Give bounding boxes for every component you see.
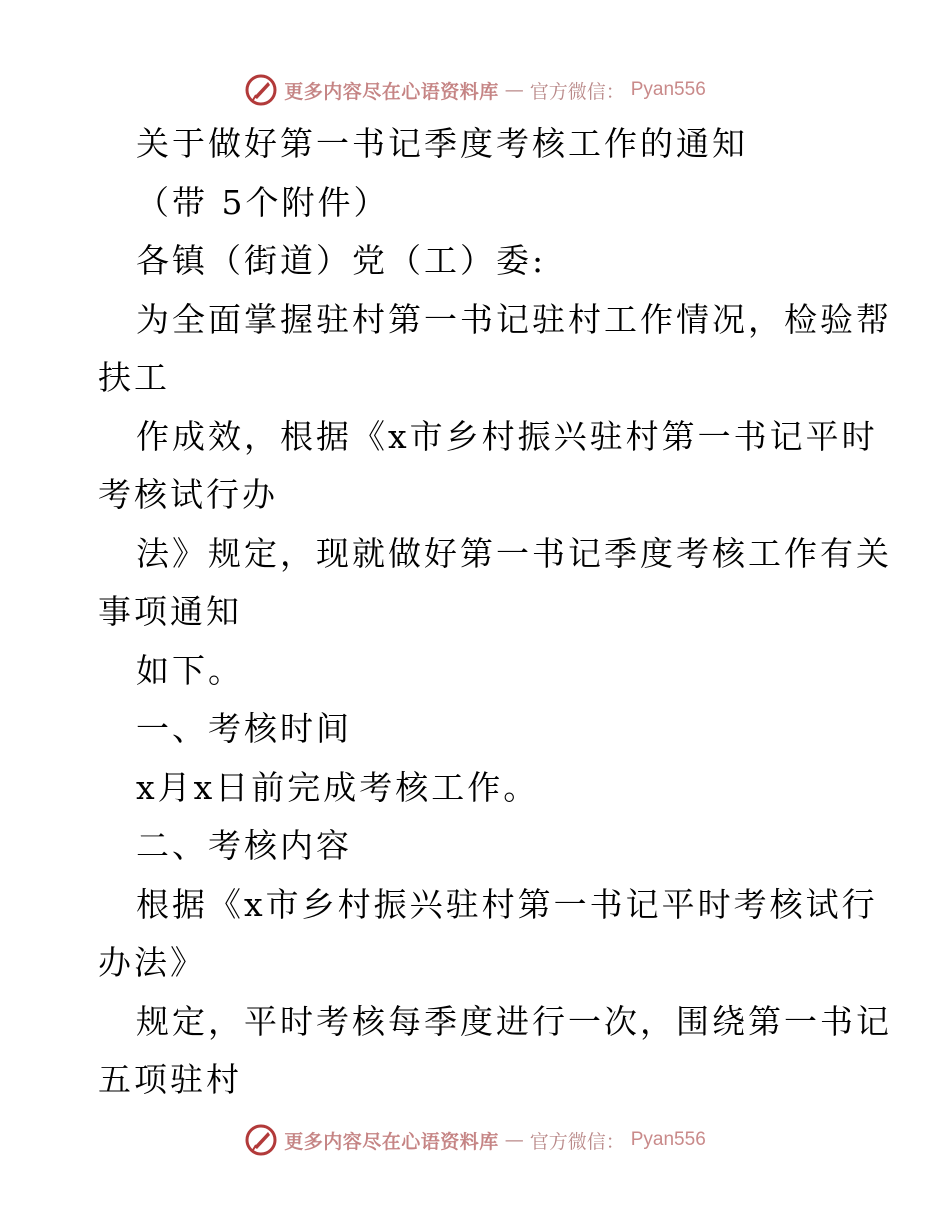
document-line: 事项通知: [98, 592, 242, 631]
document-line: 法》规定，现就做好第一书记季度考核工作有关: [136, 533, 892, 573]
document-line: 为全面掌握驻村第一书记驻村工作情况，检验帮: [136, 299, 892, 339]
document-body: [98, 115, 892, 1110]
document-line: 一、考核时间: [136, 709, 352, 748]
watermark-wechat-label: 官方微信：: [529, 1130, 625, 1153]
document-line: （带 5个附件）: [136, 182, 390, 222]
watermark-wechat-id: Pyan556: [630, 79, 706, 100]
document-line: 关于做好第一书记季度考核工作的通知: [136, 124, 748, 163]
watermark-footer: [0, 1120, 950, 1160]
document-line: 二、考核内容: [136, 826, 352, 865]
document-line: 各镇（街道）党（工）委:: [136, 241, 547, 280]
watermark-site-text: 更多内容尽在心语资料库: [284, 1130, 499, 1153]
document-line: x月x日前完成考核工作。: [136, 767, 540, 807]
watermark-header: [0, 70, 950, 110]
document-line: 五项驻村: [98, 1060, 242, 1099]
watermark-wechat-label: 官方微信：: [529, 80, 625, 103]
watermark-wechat-id: Pyan556: [630, 1129, 706, 1150]
document-line: 根据《x市乡村振兴驻村第一书记平时考核试行: [136, 884, 878, 924]
document-line: 如下。: [136, 650, 244, 690]
quill-seal-icon: [244, 73, 278, 107]
watermark-separator: —: [504, 1129, 524, 1151]
document-line: 规定，平时考核每季度进行一次，围绕第一书记: [136, 1001, 892, 1041]
quill-seal-icon: [244, 1123, 278, 1157]
watermark-separator: —: [504, 79, 524, 101]
document-line: 扶工: [98, 358, 170, 397]
document-line: 作成效，根据《x市乡村振兴驻村第一书记平时: [136, 416, 878, 456]
document-line: 办法》: [98, 943, 206, 982]
document-line: 考核试行办: [98, 475, 278, 514]
watermark-site-text: 更多内容尽在心语资料库: [284, 80, 499, 103]
